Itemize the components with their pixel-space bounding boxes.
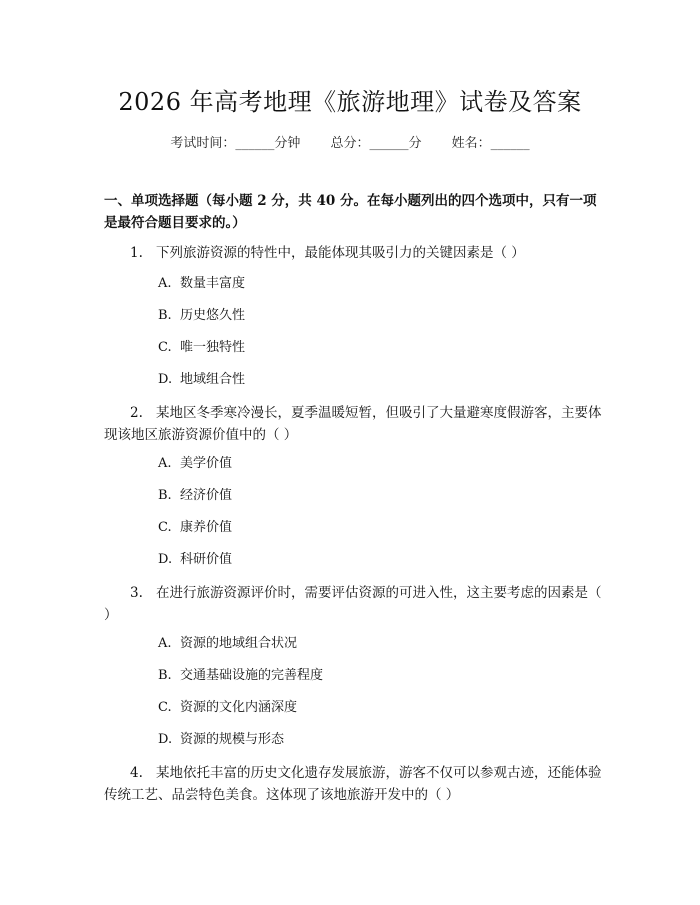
option-letter: B. xyxy=(158,488,172,503)
option-text: 唯一独特性 xyxy=(180,340,246,355)
question-3-option-a xyxy=(158,634,297,654)
exam-name-field: 姓名：______ xyxy=(451,136,530,151)
question-number: 1. xyxy=(130,245,143,261)
question-4 xyxy=(104,762,604,806)
option-letter: A. xyxy=(158,636,172,651)
option-letter: C. xyxy=(158,700,172,715)
option-letter: A. xyxy=(158,456,172,471)
option-letter: C. xyxy=(158,520,172,535)
question-3-option-b xyxy=(158,666,323,686)
question-number: 3. xyxy=(130,585,143,601)
option-letter: D. xyxy=(158,372,173,387)
option-letter: A. xyxy=(158,276,172,291)
option-letter: C. xyxy=(158,340,172,355)
option-text: 美学价值 xyxy=(180,456,233,471)
question-1-option-d xyxy=(158,370,245,390)
question-1-option-a xyxy=(158,274,245,294)
option-text: 资源的规模与形态 xyxy=(180,732,285,747)
question-1-option-b xyxy=(158,306,245,326)
question-number: 4. xyxy=(130,765,143,781)
option-text: 科研价值 xyxy=(180,552,233,567)
question-2-option-c xyxy=(158,518,232,538)
section-heading: 一、单项选择题（每小题 2 分，共 40 分。在每小题列出的四个选项中，只有一项是最符合题目要求的。） xyxy=(104,193,597,231)
option-text: 历史悠久性 xyxy=(180,308,246,323)
exam-score-field: 总分：______分 xyxy=(330,136,422,151)
option-text: 地域组合性 xyxy=(180,372,246,387)
question-2-option-b xyxy=(158,486,232,506)
question-3 xyxy=(104,582,604,626)
exam-title: 2026 年高考地理《旅游地理》试卷及答案 xyxy=(118,88,582,116)
question-2-option-a xyxy=(158,454,232,474)
exam-meta xyxy=(0,132,700,151)
question-2-option-d xyxy=(158,550,232,570)
option-text: 数量丰富度 xyxy=(180,276,246,291)
question-1 xyxy=(104,242,604,264)
question-text: 某地依托丰富的历史文化遗存发展旅游，游客不仅可以参观古迹，还能体验传统工艺、品尝特色美食。这体现了该地旅游开发中的（ ） xyxy=(104,765,602,803)
question-3-option-d xyxy=(158,730,284,750)
question-text: 在进行旅游资源评价时，需要评估资源的可进入性，这主要考虑的因素是（ ） xyxy=(104,585,602,623)
option-text: 交通基础设施的完善程度 xyxy=(180,668,324,683)
option-letter: D. xyxy=(158,552,173,567)
option-letter: B. xyxy=(158,668,172,683)
option-text: 经济价值 xyxy=(180,488,233,503)
option-text: 资源的地域组合状况 xyxy=(180,636,298,651)
exam-time-field: 考试时间：______分钟 xyxy=(170,136,301,151)
option-text: 资源的文化内涵深度 xyxy=(180,700,298,715)
option-letter: D. xyxy=(158,732,173,747)
question-number: 2. xyxy=(130,405,143,421)
option-letter: B. xyxy=(158,308,172,323)
question-1-option-c xyxy=(158,338,245,358)
question-2 xyxy=(104,402,604,446)
question-text: 下列旅游资源的特性中，最能体现其吸引力的关键因素是（ ） xyxy=(156,245,525,261)
question-text: 某地区冬季寒冷漫长，夏季温暖短暂，但吸引了大量避寒度假游客，主要体现该地区旅游资源价值中的（ ） xyxy=(104,405,602,443)
option-text: 康养价值 xyxy=(180,520,233,535)
question-3-option-c xyxy=(158,698,297,718)
